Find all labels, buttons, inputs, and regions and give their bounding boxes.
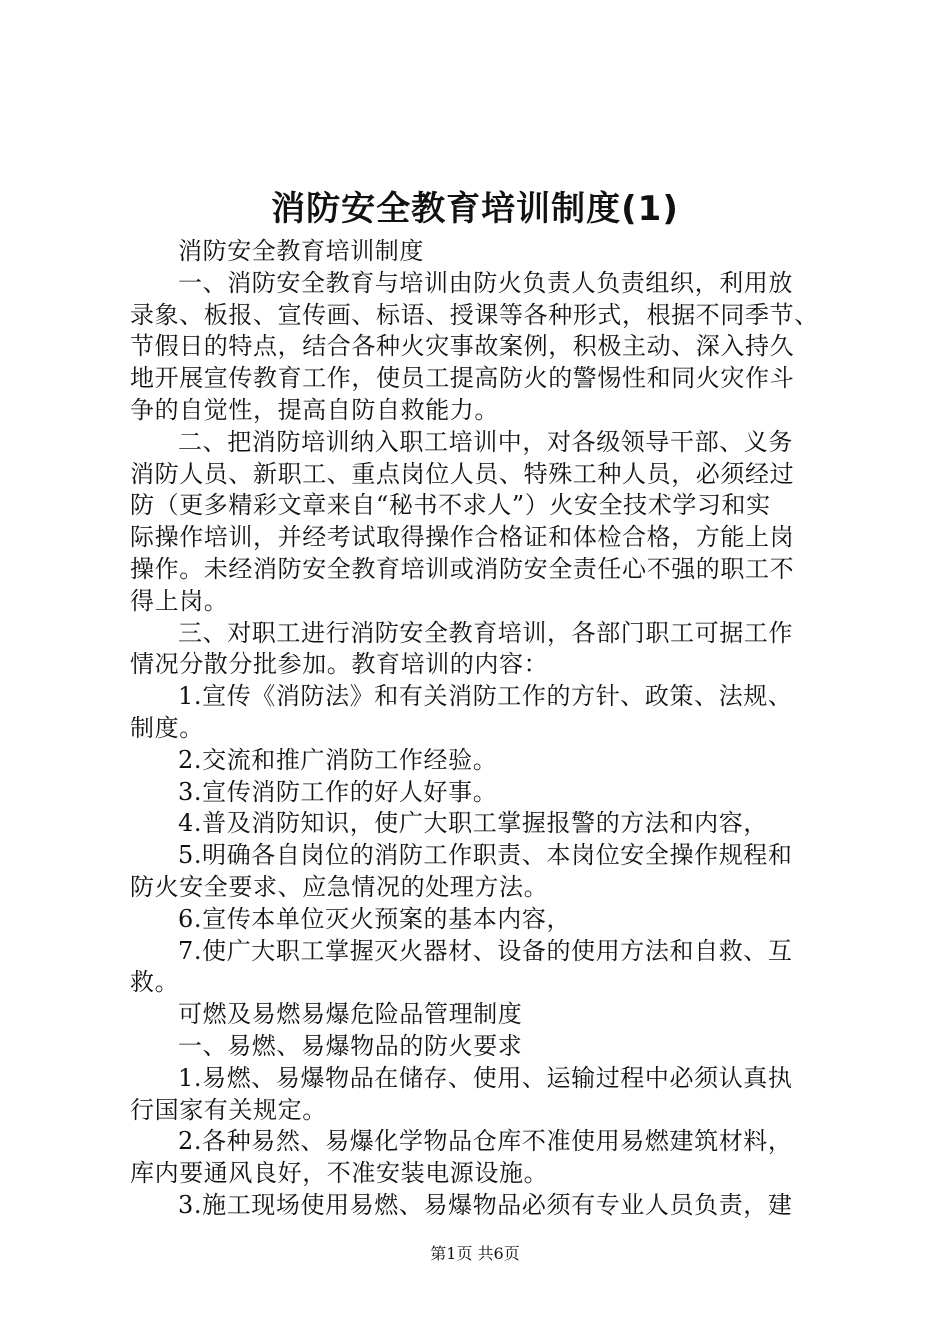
- text-line: 际操作培训，并经考试取得操作合格证和体检合格，方能上岗: [130, 523, 795, 552]
- text-line: 救。: [130, 968, 180, 997]
- text-line: 争的自觉性，提高自防自救能力。: [130, 395, 499, 424]
- document-body: [130, 236, 835, 1222]
- text-line: 3.宣传消防工作的好人好事。: [178, 777, 498, 806]
- text-line: 操作。未经消防安全教育培训或消防安全责任心不强的职工不: [130, 554, 795, 583]
- text-line: 防（更多精彩文章来自“秘书不求人”）火安全技术学习和实: [130, 491, 771, 520]
- text-line: 地开展宣传教育工作，使员工提高防火的警惕性和同火灾作斗: [130, 364, 795, 393]
- text-line: 6.宣传本单位灭火预案的基本内容，: [178, 904, 572, 933]
- text-line: 3.施工现场使用易燃、易爆物品必须有专业人员负责，建: [178, 1190, 793, 1219]
- page-footer: 第1页 共6页: [430, 1244, 520, 1263]
- text-line: 制度。: [130, 713, 204, 742]
- text-line: 一、消防安全教育与培训由防火负责人负责组织，利用放: [178, 268, 793, 297]
- document-title: 消防安全教育培训制度(1): [271, 189, 679, 229]
- text-line: 一、易燃、易爆物品的防火要求: [178, 1031, 523, 1060]
- text-line: 二、把消防培训纳入职工培训中，对各级领导干部、义务: [178, 427, 793, 456]
- text-line: 消防安全教育培训制度: [178, 237, 424, 265]
- text-line: 情况分散分批参加。教育培训的内容：: [130, 650, 549, 679]
- text-line: 得上岗。: [130, 586, 229, 615]
- text-line: 1.易燃、易爆物品在储存、使用、运输过程中必须认真执: [178, 1063, 793, 1092]
- text-line: 7.使广大职工掌握灭火器材、设备的使用方法和自救、互: [178, 936, 793, 965]
- text-line: 三、对职工进行消防安全教育培训，各部门职工可据工作: [178, 618, 793, 647]
- text-line: 库内要通风良好，不准安装电源设施。: [130, 1159, 549, 1188]
- text-line: 2.各种易然、易爆化学物品仓库不准使用易燃建筑材料，: [178, 1127, 793, 1156]
- text-line: 4.普及消防知识，使广大职工掌握报警的方法和内容，: [178, 809, 768, 838]
- text-line: 1.宣传《消防法》和有关消防工作的方针、政策、法规、: [178, 682, 793, 711]
- text-line: 行国家有关规定。: [130, 1095, 327, 1124]
- text-line: 节假日的特点，结合各种火灾事故案例，积极主动、深入持久: [130, 332, 795, 361]
- text-line: 5.明确各自岗位的消防工作职责、本岗位安全操作规程和: [178, 841, 793, 870]
- text-line: 录象、板报、宣传画、标语、授课等各种形式，根据不同季节、: [130, 300, 819, 329]
- text-line: 可燃及易燃易爆危险品管理制度: [178, 1000, 523, 1029]
- text-line: 2.交流和推广消防工作经验。: [178, 745, 498, 774]
- text-line: 消防人员、新职工、重点岗位人员、特殊工种人员，必须经过: [130, 459, 795, 488]
- text-line: 防火安全要求、应急情况的处理方法。: [130, 872, 549, 901]
